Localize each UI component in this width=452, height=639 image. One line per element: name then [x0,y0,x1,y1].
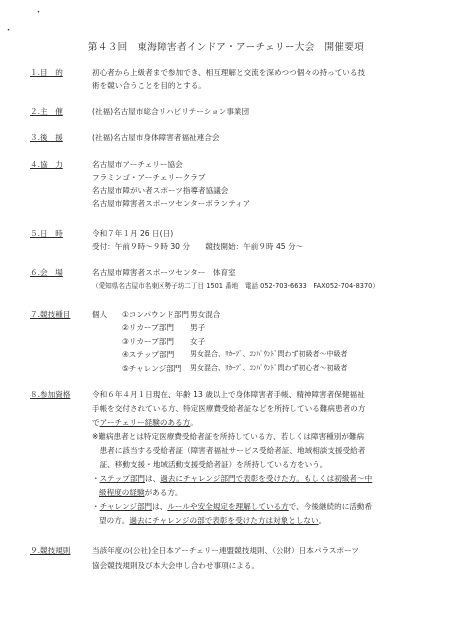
section-label-organizer: ２.主 催 [30,107,63,116]
step-text: は、 [145,474,161,483]
event-category-name: ①コンパウンド部門 [122,310,190,319]
event-category-name: ③リカーブ部門 [122,337,174,346]
section-label-purpose: １.目 的 [30,68,63,77]
purpose-text [92,68,437,91]
purpose-line: 初心者から上級者まで参加でき、相互理解と交流を深めつつ個々の持っている技 [92,68,366,77]
step-text: がある方。 [144,488,183,497]
section-label-support: ３.後 援 [30,133,63,142]
event-category-detail: 男女混合 [190,310,221,319]
challenge-text: は、 [152,502,168,511]
event-category-detail: 男女混合、ﾘｶｰﾌﾞ、ｺﾝﾊﾟｳﾝﾄﾞ問わず初心者～初級者 [190,364,348,372]
challenge-underlined: 過去にチャレンジの部で表彰を受けた方は対象としない [129,516,319,525]
challenge-line [99,516,326,526]
eligibility-text: で [92,418,100,427]
step-line [92,474,372,484]
event-category-detail: 女子 [190,337,206,346]
venue-address: （愛知県名古屋市名東区勢子坊二丁目 1501 番地 電話 052-703-6633 FAX052-704-8370） [92,282,379,290]
event-category-name: ⑤チャレンジ部門 [122,364,182,373]
section-label-cooperation: ４.協 力 [30,160,63,169]
venue-name: 名古屋市障害者スポーツセンター 体育室 [92,268,236,277]
eligibility-line: 手帳を交付されている方、特定医療費受給者証などを所持している難病患者の方 [92,404,366,413]
section-label-events: ７.競技種目 [30,310,71,319]
note-line: 患者に該当する受給者証（障害者福祉サービス受給者証、地域相談支援受給者 [92,446,366,455]
challenge-line [92,502,372,512]
bullet: ・ [92,502,100,511]
event-category-detail: 男女混合、ﾘｶｰﾌﾞ、ｺﾝﾊﾟｳﾝﾄﾞ問わず初級者～中級者 [190,350,348,358]
event-category-detail: 男子 [190,323,206,332]
top-dot: ・ [34,8,44,18]
section-label-rules: ９.競技規則 [30,546,71,555]
organizer-text: (社福)名古屋市総合リハビリテーション事業団 [92,107,250,116]
challenge-underlined: チャレンジ部門 [99,502,153,511]
event-category-name: ②リカーブ部門 [122,323,174,332]
purpose-line: 術を競い合うことを目的とする。 [92,80,206,90]
eligibility-line: 令和６年４月１日現在、年齢 13 歳以上で身体障害者手帳、精神障害者保健福祉 [92,390,365,399]
cooperation-line: フラミンゴ・アーチェリークラブ [92,173,206,182]
eligibility-text: 。 [190,418,198,427]
challenge-underlined: ルールや安全規定を理解している方 [167,502,289,511]
rules-line: 当該年度の(公社)全日本アーチェリー連盟競技規則、（公財）日本パラスポーツ [92,546,359,555]
cooperation-line: 名古屋市障がい者スポーツ指導者協議会 [92,186,229,195]
event-category-name: ④ステップ部門 [122,350,175,359]
cooperation-line: 名古屋市アーチェリー協会 [92,160,183,169]
note-line: 証、移動支援・地域活動支援受給者証）を所持している方をいう。 [92,460,328,469]
document-title: 第４３回 東海障害者インドア・アーチェリー大会 開催要項 [87,42,365,53]
event-date: 令和７年１月 26 日(日) [92,229,174,238]
event-type-label: 個人 [92,310,108,319]
step-underlined: ステップ部門 [99,474,146,483]
section-label-date: ５.日 時 [30,229,63,238]
eligibility-underlined: アーチェリー経験のある方 [99,418,191,427]
step-underlined: 過去にチャレンジ部門で表彰を受けた方。もしくは初級者～中 [160,474,373,483]
eligibility-line [92,418,198,428]
challenge-text: 望の方。 [99,516,130,525]
challenge-text: で、今後継続的に活動希 [288,502,373,511]
rules-line: 協会競技規則及び本大会申し合わせ事項による。 [92,561,260,570]
step-line [99,488,183,498]
cooperation-line: 名古屋市障害者スポーツセンターボランティア [92,199,251,208]
bullet: ・ [92,474,100,483]
challenge-text: 。 [318,516,327,525]
support-text: (社福)名古屋市身体障害者福祉連合会 [92,133,220,142]
side-dot: ・ [4,26,14,36]
section-label-eligibility: ８.参加資格 [30,390,71,399]
event-time: 受付：午前９時～９時 30 分 競技開始：午前９時 45 分～ [92,242,304,251]
step-underlined: 級程度の経験 [99,488,145,497]
section-label-venue: ６.会 場 [30,268,63,277]
note-line: ※難病患者とは特定医療費受給者証を所持している方、若しくは障害種別が難病 [92,432,365,441]
